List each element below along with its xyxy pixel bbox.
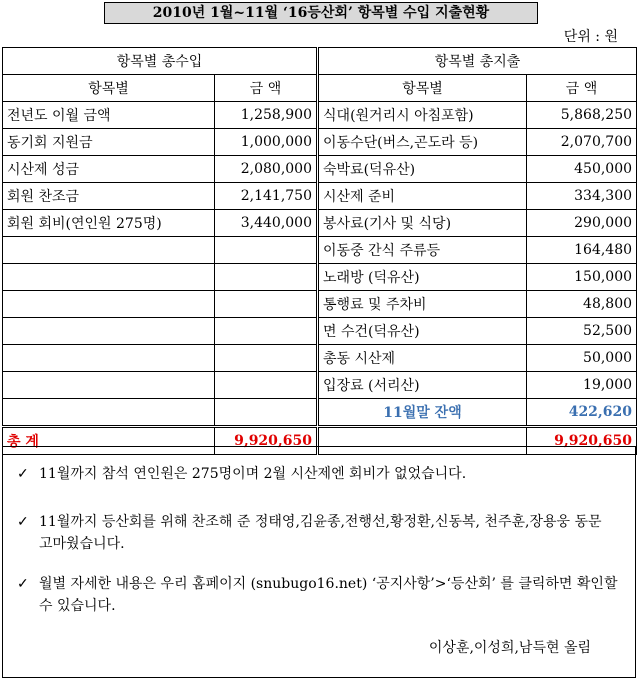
income-item-empty (3, 264, 215, 291)
income-amount: 1,258,900 (215, 102, 317, 129)
income-amount: 2,080,000 (215, 156, 317, 183)
expense-col-amount: 금 액 (527, 75, 637, 102)
expense-item: 이동수단(버스,곤도라 등) (319, 129, 527, 156)
table-row (3, 399, 637, 427)
table-row (3, 129, 637, 156)
note-item (17, 511, 619, 555)
income-item-empty (3, 372, 215, 399)
income-item: 시산제 성금 (3, 156, 215, 183)
checkmark-icon: ✓ (17, 576, 29, 592)
income-amount-empty (215, 372, 317, 399)
income-item-empty (3, 345, 215, 372)
expense-amount: 450,000 (527, 156, 637, 183)
table-row (3, 291, 637, 318)
table-row (3, 156, 637, 183)
expense-total: 9,920,650 (527, 427, 637, 455)
income-item-empty (3, 399, 215, 427)
balance-amount: 422,620 (527, 399, 637, 427)
expense-col-item: 항목별 (319, 75, 527, 102)
income-item: 회원 회비(연인원 275명) (3, 210, 215, 237)
note-item (17, 573, 619, 617)
income-amount: 3,440,000 (215, 210, 317, 237)
note-text: 월별 자세한 내용은 우리 홈페이지 (snubugo16.net) ‘공지사항’>‘등산회’ 를 클릭하면 확인할 수 있습니다. (39, 576, 618, 614)
income-amount-empty (215, 237, 317, 264)
income-amount: 1,000,000 (215, 129, 317, 156)
note-text: 11월까지 참석 연인원은 275명이며 2월 시산제엔 회비가 없었습니다. (39, 466, 467, 482)
expense-amount: 334,300 (527, 183, 637, 210)
expense-item: 통행료 및 주차비 (319, 291, 527, 318)
unit-label: 단위 : 원 (563, 29, 618, 45)
note-item (17, 463, 619, 485)
table-row (3, 318, 637, 345)
expense-item: 총동 시산제 (319, 345, 527, 372)
table-row (3, 264, 637, 291)
income-item-empty (3, 237, 215, 264)
table-row (3, 183, 637, 210)
income-amount-empty (215, 291, 317, 318)
table-row (3, 345, 637, 372)
checkmark-icon: ✓ (17, 514, 29, 530)
expense-amount: 290,000 (527, 210, 637, 237)
section-header-row (3, 48, 637, 75)
signature: 이상훈,이성희,남득현 올림 (428, 640, 591, 656)
expense-amount: 19,000 (527, 372, 637, 399)
balance-label: 11월말 잔액 (319, 399, 527, 427)
expense-amount: 52,500 (527, 318, 637, 345)
income-item-empty (3, 291, 215, 318)
expense-item: 이동중 간식 주류등 (319, 237, 527, 264)
checkmark-icon: ✓ (17, 466, 29, 482)
expense-amount: 150,000 (527, 264, 637, 291)
expense-item: 식대(원거리시 아침포함) (319, 102, 527, 129)
total-label: 총 계 (3, 427, 215, 455)
table-row (3, 372, 637, 399)
expense-amount: 164,480 (527, 237, 637, 264)
income-amount-empty (215, 318, 317, 345)
income-col-item: 항목별 (3, 75, 215, 102)
table-row (3, 210, 637, 237)
income-amount-empty (215, 399, 317, 427)
expense-item: 면 수건(덕유산) (319, 318, 527, 345)
table-row (3, 102, 637, 129)
expense-amount: 2,070,700 (527, 129, 637, 156)
expense-item: 시산제 준비 (319, 183, 527, 210)
income-item: 동기회 지원금 (3, 129, 215, 156)
notes-box (2, 446, 636, 678)
income-amount-empty (215, 264, 317, 291)
income-section-header: 항목별 총수입 (3, 48, 317, 75)
expense-item: 입장료 (서리산) (319, 372, 527, 399)
note-text: 11월까지 등산회를 위해 찬조해 준 정태영,김윤종,전행선,황정환,신동복, 천주훈,장용웅 동문 고마웠습니다. (39, 514, 602, 552)
expense-section-header: 항목별 총지출 (319, 48, 637, 75)
income-amount-empty (215, 345, 317, 372)
income-item-empty (3, 318, 215, 345)
table-row (3, 237, 637, 264)
income-col-amount: 금 액 (215, 75, 317, 102)
expense-item: 숙박료(덕유산) (319, 156, 527, 183)
income-item: 전년도 이월 금액 (3, 102, 215, 129)
expense-item: 노래방 (덕유산) (319, 264, 527, 291)
income-item: 회원 찬조금 (3, 183, 215, 210)
table-body (3, 102, 637, 427)
report-title: 2010년 1월~11월 ‘16등산회’ 항목별 수입 지출현황 (104, 2, 538, 24)
income-total: 9,920,650 (215, 427, 317, 455)
expense-amount: 5,868,250 (527, 102, 637, 129)
income-amount: 2,141,750 (215, 183, 317, 210)
expense-amount: 48,800 (527, 291, 637, 318)
expense-item: 봉사료(기사 및 식당) (319, 210, 527, 237)
column-header-row (3, 75, 637, 102)
expense-amount: 50,000 (527, 345, 637, 372)
income-expense-table (2, 47, 637, 455)
